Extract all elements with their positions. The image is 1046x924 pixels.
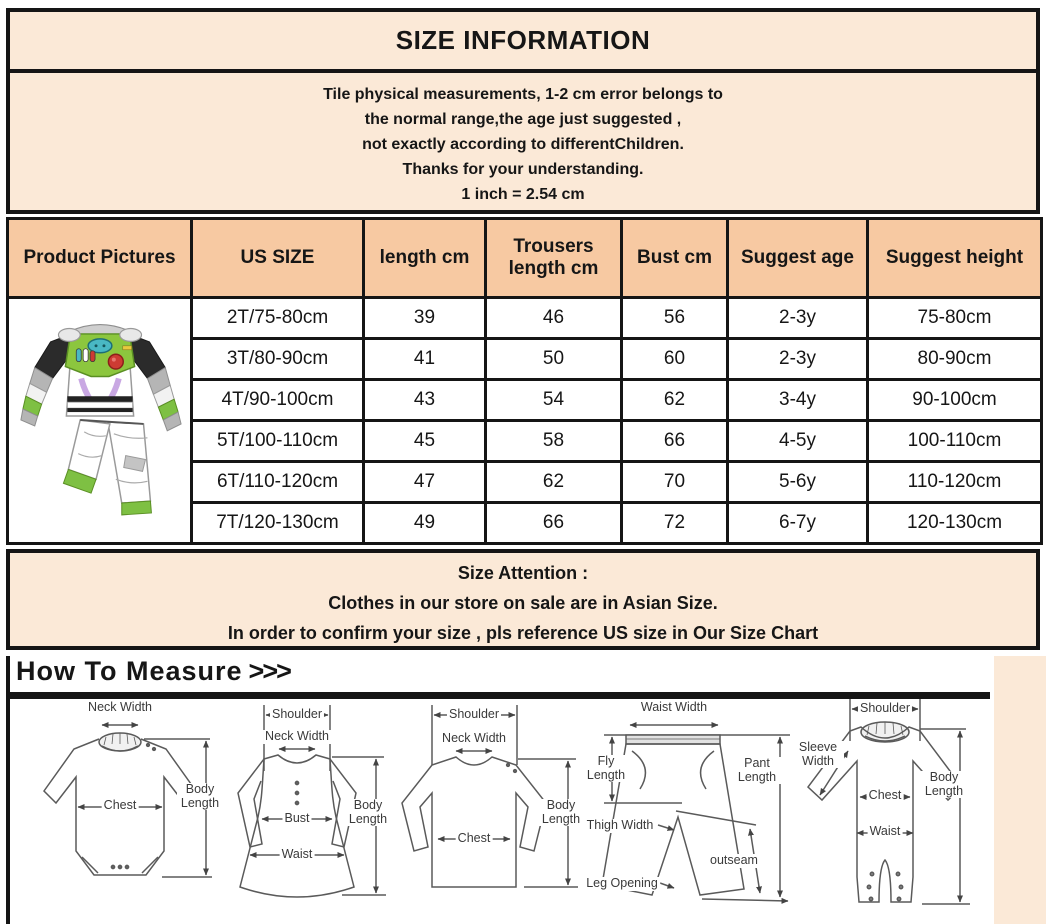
sleeve-width-label: Sleeve Width	[792, 741, 844, 768]
col-header-trousers-length: Trousers length cm	[486, 219, 622, 298]
neck-width-label: Neck Width	[442, 731, 506, 745]
suggest-height-cell: 110-120cm	[868, 462, 1042, 503]
how-to-measure-title: How To Measure >>>	[16, 656, 290, 686]
page-title: SIZE INFORMATION	[395, 25, 651, 55]
waist-label: Waist	[869, 824, 901, 838]
trousers-length-cell: 50	[486, 339, 622, 380]
col-header-us-size: US SIZE	[192, 219, 364, 298]
chest-label: Chest	[457, 831, 491, 845]
neck-width-label: Neck Width	[265, 729, 329, 743]
pant-length-label: Pant Length	[733, 757, 781, 784]
note-line: the normal range,the age just suggested ,	[364, 111, 682, 128]
col-header-length: length cm	[364, 219, 486, 298]
suggest-age-cell: 4-5y	[728, 421, 868, 462]
us-size-cell: 7T/120-130cm	[192, 503, 364, 544]
us-size-cell: 5T/100-110cm	[192, 421, 364, 462]
shoulder-label: Shoulder	[859, 701, 911, 715]
fly-length-label: Fly Length	[583, 755, 629, 782]
shoulder-label: Shoulder	[448, 707, 500, 721]
pants-diagram	[602, 725, 790, 901]
how-to-measure-section	[6, 656, 1046, 924]
suggest-height-cell: 80-90cm	[868, 339, 1042, 380]
size-attention-box	[6, 549, 1040, 650]
body-length-label: Body Length	[345, 799, 391, 826]
suggest-age-cell: 6-7y	[728, 503, 868, 544]
table-row	[8, 298, 1042, 339]
note-line: Tile physical measurements, 1-2 cm error belongs to	[323, 86, 723, 103]
note-line: Thanks for your understanding.	[402, 161, 644, 178]
us-size-cell: 3T/80-90cm	[192, 339, 364, 380]
trousers-length-cell: 46	[486, 298, 622, 339]
trousers-length-cell: 66	[486, 503, 622, 544]
attention-title: Size Attention :	[457, 563, 589, 583]
bust-cell: 60	[622, 339, 728, 380]
bust-cell: 72	[622, 503, 728, 544]
chest-label: Chest	[103, 798, 137, 812]
waist-width-label: Waist Width	[640, 700, 708, 714]
size-table	[6, 217, 1043, 545]
us-size-cell: 2T/75-80cm	[192, 298, 364, 339]
length-cell: 43	[364, 380, 486, 421]
body-length-label: Body Length	[177, 783, 223, 810]
outseam-label: outseam	[710, 853, 758, 867]
title-box	[6, 8, 1040, 73]
col-header-product-pictures: Product Pictures	[8, 219, 192, 298]
right-peach-strip	[994, 656, 1046, 924]
length-cell: 49	[364, 503, 486, 544]
bust-cell: 70	[622, 462, 728, 503]
neck-width-label: Neck Width	[88, 700, 152, 714]
suggest-age-cell: 3-4y	[728, 380, 868, 421]
triple-chevron-icon: >>>	[248, 656, 290, 686]
note-line: not exactly according to differentChildren.	[362, 136, 684, 153]
chest-label: Chest	[868, 788, 902, 802]
bust-cell: 66	[622, 421, 728, 462]
suggest-age-cell: 5-6y	[728, 462, 868, 503]
trousers-length-cell: 54	[486, 380, 622, 421]
suggest-age-cell: 2-3y	[728, 339, 868, 380]
bust-label: Bust	[284, 811, 310, 825]
suggest-height-cell: 100-110cm	[868, 421, 1042, 462]
col-header-suggest-height: Suggest height	[868, 219, 1042, 298]
trousers-length-cell: 58	[486, 421, 622, 462]
trousers-length-cell: 62	[486, 462, 622, 503]
length-cell: 41	[364, 339, 486, 380]
thigh-width-label: Thigh Width	[586, 818, 654, 832]
suggest-height-cell: 120-130cm	[868, 503, 1042, 544]
suggest-height-cell: 90-100cm	[868, 380, 1042, 421]
col-header-bust: Bust cm	[622, 219, 728, 298]
note-box	[6, 73, 1040, 214]
waist-label: Waist	[281, 847, 313, 861]
measure-diagrams	[12, 699, 988, 917]
attention-line: Clothes in our store on sale are in Asian Size.	[328, 593, 718, 613]
title-underline	[10, 692, 990, 699]
body-length-label: Body Length	[538, 799, 584, 826]
us-size-cell: 6T/110-120cm	[192, 462, 364, 503]
col-header-suggest-age: Suggest age	[728, 219, 868, 298]
length-cell: 47	[364, 462, 486, 503]
note-line: 1 inch = 2.54 cm	[461, 186, 585, 203]
us-size-cell: 4T/90-100cm	[192, 380, 364, 421]
bust-cell: 62	[622, 380, 728, 421]
shoulder-label: Shoulder	[271, 707, 323, 721]
table-header-row	[8, 219, 1042, 298]
bust-cell: 56	[622, 298, 728, 339]
attention-line: In order to confirm your size , pls reference US size in Our Size Chart	[227, 623, 819, 643]
body-length-label: Body Length	[920, 771, 968, 798]
length-cell: 45	[364, 421, 486, 462]
suggest-age-cell: 2-3y	[728, 298, 868, 339]
product-photo-pajama-set	[11, 304, 189, 532]
leg-opening-label: Leg Opening	[586, 876, 658, 890]
suggest-height-cell: 75-80cm	[868, 298, 1042, 339]
product-image-cell	[8, 298, 192, 544]
length-cell: 39	[364, 298, 486, 339]
